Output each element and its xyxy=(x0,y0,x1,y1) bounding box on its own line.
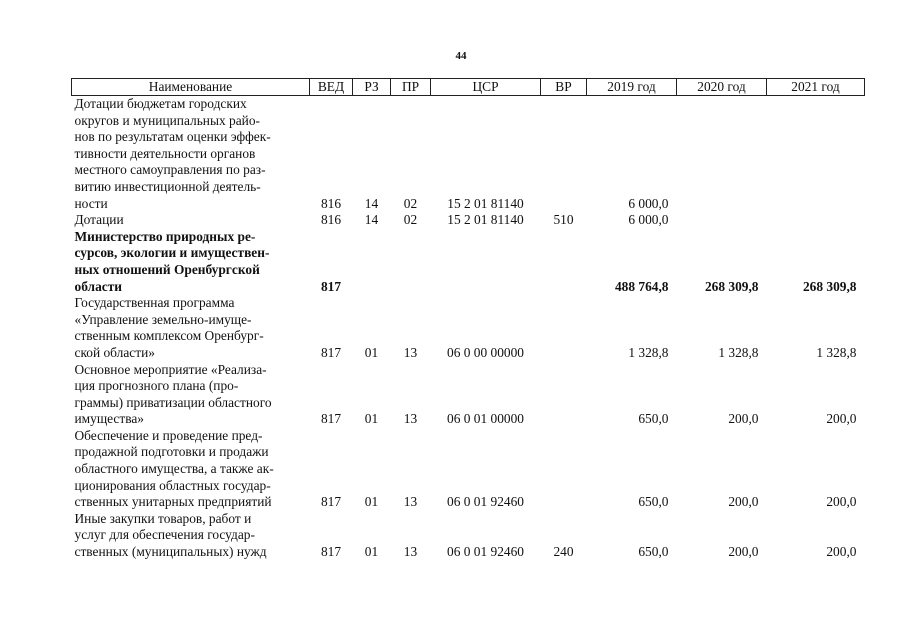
row-2019: 650,0 xyxy=(638,544,669,560)
row-2019: 1 328,8 xyxy=(628,344,669,360)
row-pr xyxy=(391,229,431,295)
table-row xyxy=(72,229,865,295)
row-rz: 01 xyxy=(364,494,379,510)
row-2020 xyxy=(677,96,767,213)
row-rz: 01 xyxy=(364,544,379,560)
row-pr: 13 xyxy=(403,344,418,360)
row-csr: 06 0 00 00000 xyxy=(447,344,524,360)
row-pr: 13 xyxy=(403,411,418,427)
row-ved: 817 xyxy=(320,278,342,294)
header-vr: ВР xyxy=(541,79,587,96)
row-vr: 510 xyxy=(553,212,574,228)
row-pr: 13 xyxy=(403,494,418,510)
row-2019: 6 000,0 xyxy=(628,212,669,228)
row-2019: 6 000,0 xyxy=(628,195,669,211)
header-rz: РЗ xyxy=(353,79,391,96)
row-rz: 14 xyxy=(364,212,379,228)
row-pr: 02 xyxy=(403,212,418,228)
row-vr: 240 xyxy=(553,544,574,560)
row-ved: 817 xyxy=(320,494,342,510)
row-name: Государственная программа «Управление земельно-имуще- ственным комплексом Оренбург- ской области» xyxy=(74,295,264,360)
row-vr xyxy=(541,96,587,213)
row-2020: 268 309,8 xyxy=(704,278,759,294)
table-header-row xyxy=(72,79,865,96)
row-rz: 01 xyxy=(364,344,379,360)
header-ved: ВЕД xyxy=(310,79,353,96)
row-rz xyxy=(353,229,391,295)
row-ved: 816 xyxy=(320,195,342,211)
row-ved: 817 xyxy=(320,344,342,360)
row-vr xyxy=(541,428,587,511)
table-row xyxy=(72,428,865,511)
row-vr xyxy=(541,362,587,428)
row-2020: 200,0 xyxy=(728,494,759,510)
row-csr: 06 0 01 92460 xyxy=(447,544,524,560)
row-2020: 200,0 xyxy=(728,544,759,560)
budget-table xyxy=(71,78,865,561)
table-row xyxy=(72,96,865,213)
row-name: Основное мероприятие «Реализа- ция прогнозного плана (про- граммы) приватизации областного имущества» xyxy=(74,361,272,427)
row-rz: 01 xyxy=(364,411,379,427)
row-2021 xyxy=(767,96,865,213)
row-pr: 02 xyxy=(403,195,418,211)
row-name: Дотации xyxy=(74,212,124,228)
row-2019: 650,0 xyxy=(638,494,669,510)
header-2021: 2021 год xyxy=(767,79,865,96)
row-2021: 200,0 xyxy=(826,411,857,427)
row-csr: 06 0 01 00000 xyxy=(447,411,524,427)
row-rz: 14 xyxy=(364,195,379,211)
table-row xyxy=(72,212,865,229)
header-csr: ЦСР xyxy=(431,79,541,96)
row-name: Иные закупки товаров, работ и услуг для обеспечения государ- ственных (муниципальных) нужд xyxy=(74,510,267,560)
row-ved: 817 xyxy=(320,411,342,427)
row-pr: 13 xyxy=(403,544,418,560)
table-row xyxy=(72,511,865,561)
row-2019: 488 764,8 xyxy=(614,278,669,294)
row-vr xyxy=(541,295,587,361)
row-ved: 816 xyxy=(320,212,342,228)
row-2019: 650,0 xyxy=(638,411,669,427)
row-2021: 268 309,8 xyxy=(802,278,857,294)
row-name: Дотации бюджетам городских округов и муниципальных райо- нов по результатам оценки эффек- тивности деятельности органов местного самоуправления по раз- витию инвестиционной деятель- ности xyxy=(74,96,271,211)
row-csr: 15 2 01 81140 xyxy=(447,212,524,228)
row-2021: 200,0 xyxy=(826,544,857,560)
header-pr: ПР xyxy=(391,79,431,96)
row-2021 xyxy=(767,212,865,229)
row-csr: 15 2 01 81140 xyxy=(447,195,524,211)
header-name: Наименование xyxy=(72,79,310,96)
row-csr xyxy=(431,229,541,295)
row-2020 xyxy=(677,212,767,229)
table-row xyxy=(72,295,865,361)
row-name: Министерство природных ре- сурсов, экологии и имуществен- ных отношений Оренбургской области xyxy=(74,228,270,294)
row-2021: 200,0 xyxy=(826,494,857,510)
header-2019: 2019 год xyxy=(587,79,677,96)
row-2020: 200,0 xyxy=(728,411,759,427)
row-2021: 1 328,8 xyxy=(816,344,857,360)
row-ved: 817 xyxy=(320,544,342,560)
row-2020: 1 328,8 xyxy=(718,344,759,360)
header-2020: 2020 год xyxy=(677,79,767,96)
row-name: Обеспечение и проведение пред- продажной подготовки и продажи областного имущества, а также ак- ционирования областных государ- ственных унитарных предприятий xyxy=(74,427,274,510)
row-csr: 06 0 01 92460 xyxy=(447,494,524,510)
table-row xyxy=(72,362,865,428)
row-vr xyxy=(541,229,587,295)
page-number: 44 xyxy=(455,50,467,62)
